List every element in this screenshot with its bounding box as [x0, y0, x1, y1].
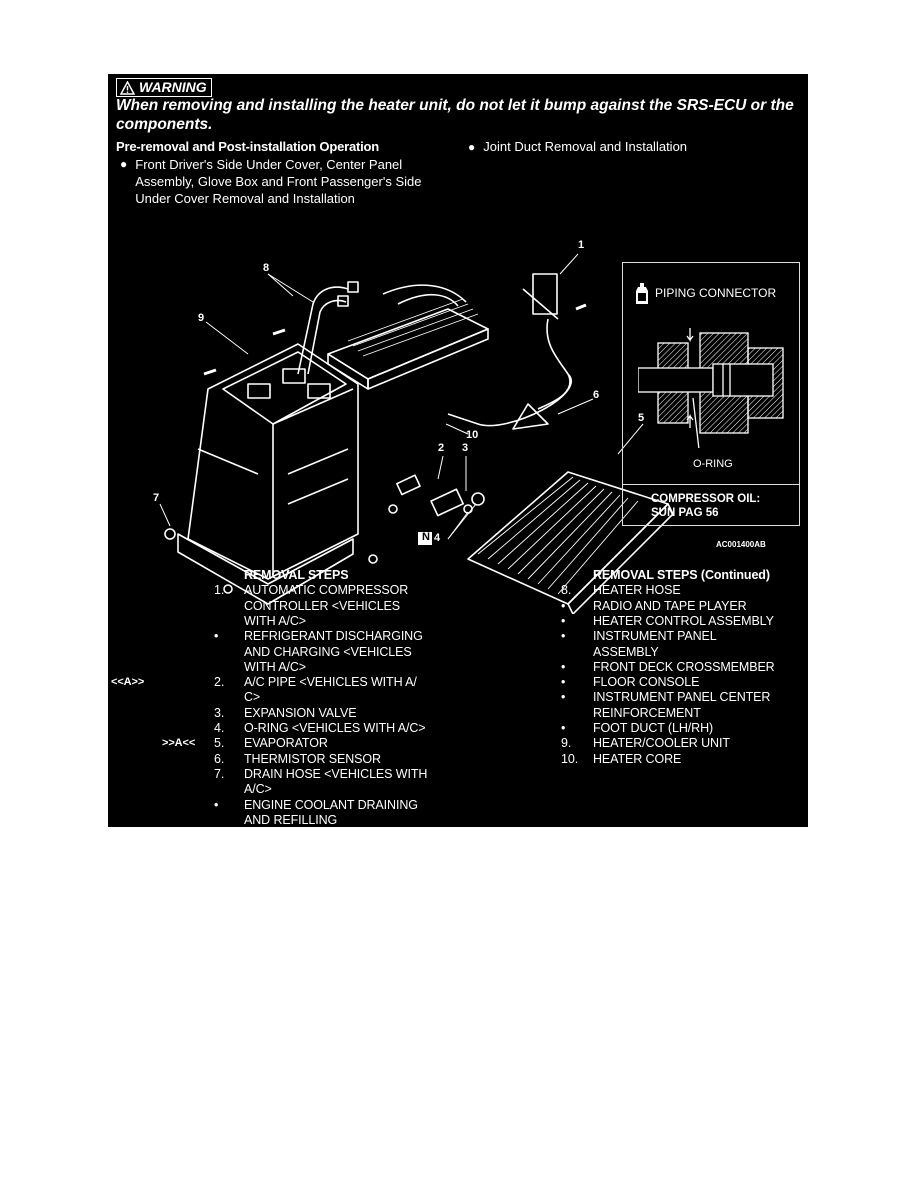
- callout-8: 8: [263, 262, 270, 274]
- oil-line-1: COMPRESSOR OIL:: [651, 493, 761, 505]
- bullet-icon: ●: [120, 157, 128, 171]
- step-text: HEATER HOSE: [593, 583, 681, 598]
- manual-page-panel: [108, 74, 808, 827]
- pre-removal-item: [120, 156, 450, 207]
- callout-4: 4: [434, 532, 441, 544]
- step-number: 5.: [214, 736, 225, 751]
- step-number: 8.: [561, 583, 572, 598]
- step-number: •: [561, 629, 566, 644]
- step-text: WITH A/C>: [244, 613, 306, 628]
- step-text: C>: [244, 690, 261, 705]
- step-text: FOOT DUCT (LH/RH): [593, 721, 714, 735]
- step-text: AND REFILLING: [244, 812, 338, 827]
- step-number: •: [214, 797, 219, 812]
- step-text: FRONT DECK CROSSMEMBER: [593, 659, 775, 674]
- step-number: •: [561, 675, 566, 690]
- figure-id: AC001400AB: [716, 540, 766, 549]
- removal-steps-continued-title: REMOVAL STEPS (Continued): [593, 568, 770, 582]
- bullet-icon: ●: [468, 140, 476, 154]
- step-number: 3.: [214, 705, 225, 720]
- step-text: CONTROLLER <VEHICLES: [244, 598, 401, 613]
- compressor-controller-icon: [448, 274, 586, 429]
- step-text: A/C PIPE <VEHICLES WITH A/: [244, 675, 417, 690]
- removal-steps-list: [108, 568, 468, 828]
- step-number: 6.: [214, 751, 225, 766]
- step-number: •: [561, 690, 566, 705]
- step-text: HEATER/COOLER UNIT: [593, 736, 730, 751]
- oring-label: O-RING: [693, 458, 733, 470]
- step-text: RADIO AND TAPE PLAYER: [593, 598, 747, 613]
- step-text: HEATER CONTROL ASSEMBLY: [593, 613, 774, 628]
- step-text: INSTRUMENT PANEL CENTER: [593, 690, 771, 705]
- step-number: 7.: [214, 766, 225, 781]
- warning-label: WARNING: [139, 79, 207, 95]
- oil-line-2: SUN PAG 56: [651, 507, 719, 519]
- step-text: AUTOMATIC COMPRESSOR: [244, 583, 409, 598]
- piping-connector-diagram: [638, 318, 788, 448]
- step-text: O-RING <VEHICLES WITH A/C>: [244, 721, 426, 735]
- pre-removal-item-text: Front Driver's Side Under Cover, Center Panel Assembly, Glove Box and Front Passenger's Side Under Cover Removal and Installation: [135, 157, 422, 206]
- pre-removal-item-text: Joint Duct Removal and Installation: [483, 139, 688, 154]
- heater-core-icon: [328, 285, 488, 389]
- n-badge: N: [422, 531, 430, 543]
- step-text: ASSEMBLY: [593, 644, 659, 659]
- step-text: HEATER CORE: [593, 751, 682, 766]
- inset-divider: [623, 484, 799, 485]
- step-number: •: [561, 659, 566, 674]
- callout-6: 6: [593, 389, 600, 401]
- step-text: ENGINE COOLANT DRAINING: [244, 797, 418, 812]
- heater-cooler-unit-icon: [165, 344, 397, 604]
- callout-1: 1: [578, 239, 585, 251]
- step-text: THERMISTOR SENSOR: [244, 751, 381, 766]
- callout-3: 3: [462, 442, 469, 454]
- step-text: REINFORCEMENT: [593, 705, 701, 720]
- callout-9: 9: [198, 312, 205, 324]
- step-number: 9.: [561, 736, 572, 751]
- step-text: EXPANSION VALVE: [244, 705, 357, 720]
- step-text: EVAPORATOR: [244, 736, 328, 751]
- step-number: 2.: [214, 675, 225, 690]
- step-number: 10.: [561, 751, 579, 766]
- callout-2: 2: [438, 442, 445, 454]
- step-number: •: [561, 721, 566, 735]
- pre-removal-item: [468, 139, 687, 155]
- step-text: INSTRUMENT PANEL: [593, 629, 717, 644]
- step-text: DRAIN HOSE <VEHICLES WITH: [244, 766, 428, 781]
- pre-removal-title: Pre-removal and Post-installation Operation: [116, 139, 380, 154]
- step-reference-mark: <<A>>: [111, 676, 145, 689]
- warning-triangle-icon: [120, 81, 135, 95]
- warning-label-box: [116, 78, 212, 97]
- step-reference-mark: >>A<<: [162, 737, 196, 750]
- step-number: •: [561, 598, 566, 613]
- compressor-oil-note: [651, 492, 760, 520]
- step-number: •: [561, 613, 566, 628]
- step-text: FLOOR CONSOLE: [593, 675, 700, 690]
- oil-can-icon: [635, 283, 649, 305]
- step-text: AND CHARGING <VEHICLES: [244, 644, 412, 659]
- step-number: 1.: [214, 583, 225, 598]
- step-text: REFRIGERANT DISCHARGING: [244, 629, 423, 644]
- warning-text: When removing and installing the heater unit, do not let it bump against the SRS-ECU or the components.: [116, 97, 794, 133]
- callout-10: 10: [466, 429, 479, 441]
- expansion-valve-icon: [397, 475, 484, 515]
- callout-7: 7: [153, 492, 160, 504]
- step-text: WITH A/C>: [244, 659, 306, 674]
- piping-connector-inset: [622, 262, 800, 526]
- inset-title: PIPING CONNECTOR: [655, 286, 777, 300]
- callout-5: 5: [638, 412, 645, 424]
- step-number: •: [214, 629, 219, 644]
- removal-steps-title: REMOVAL STEPS: [244, 568, 349, 582]
- step-number: 4.: [214, 721, 225, 735]
- step-text: A/C>: [244, 782, 272, 797]
- removal-steps-continued-list: [558, 568, 808, 798]
